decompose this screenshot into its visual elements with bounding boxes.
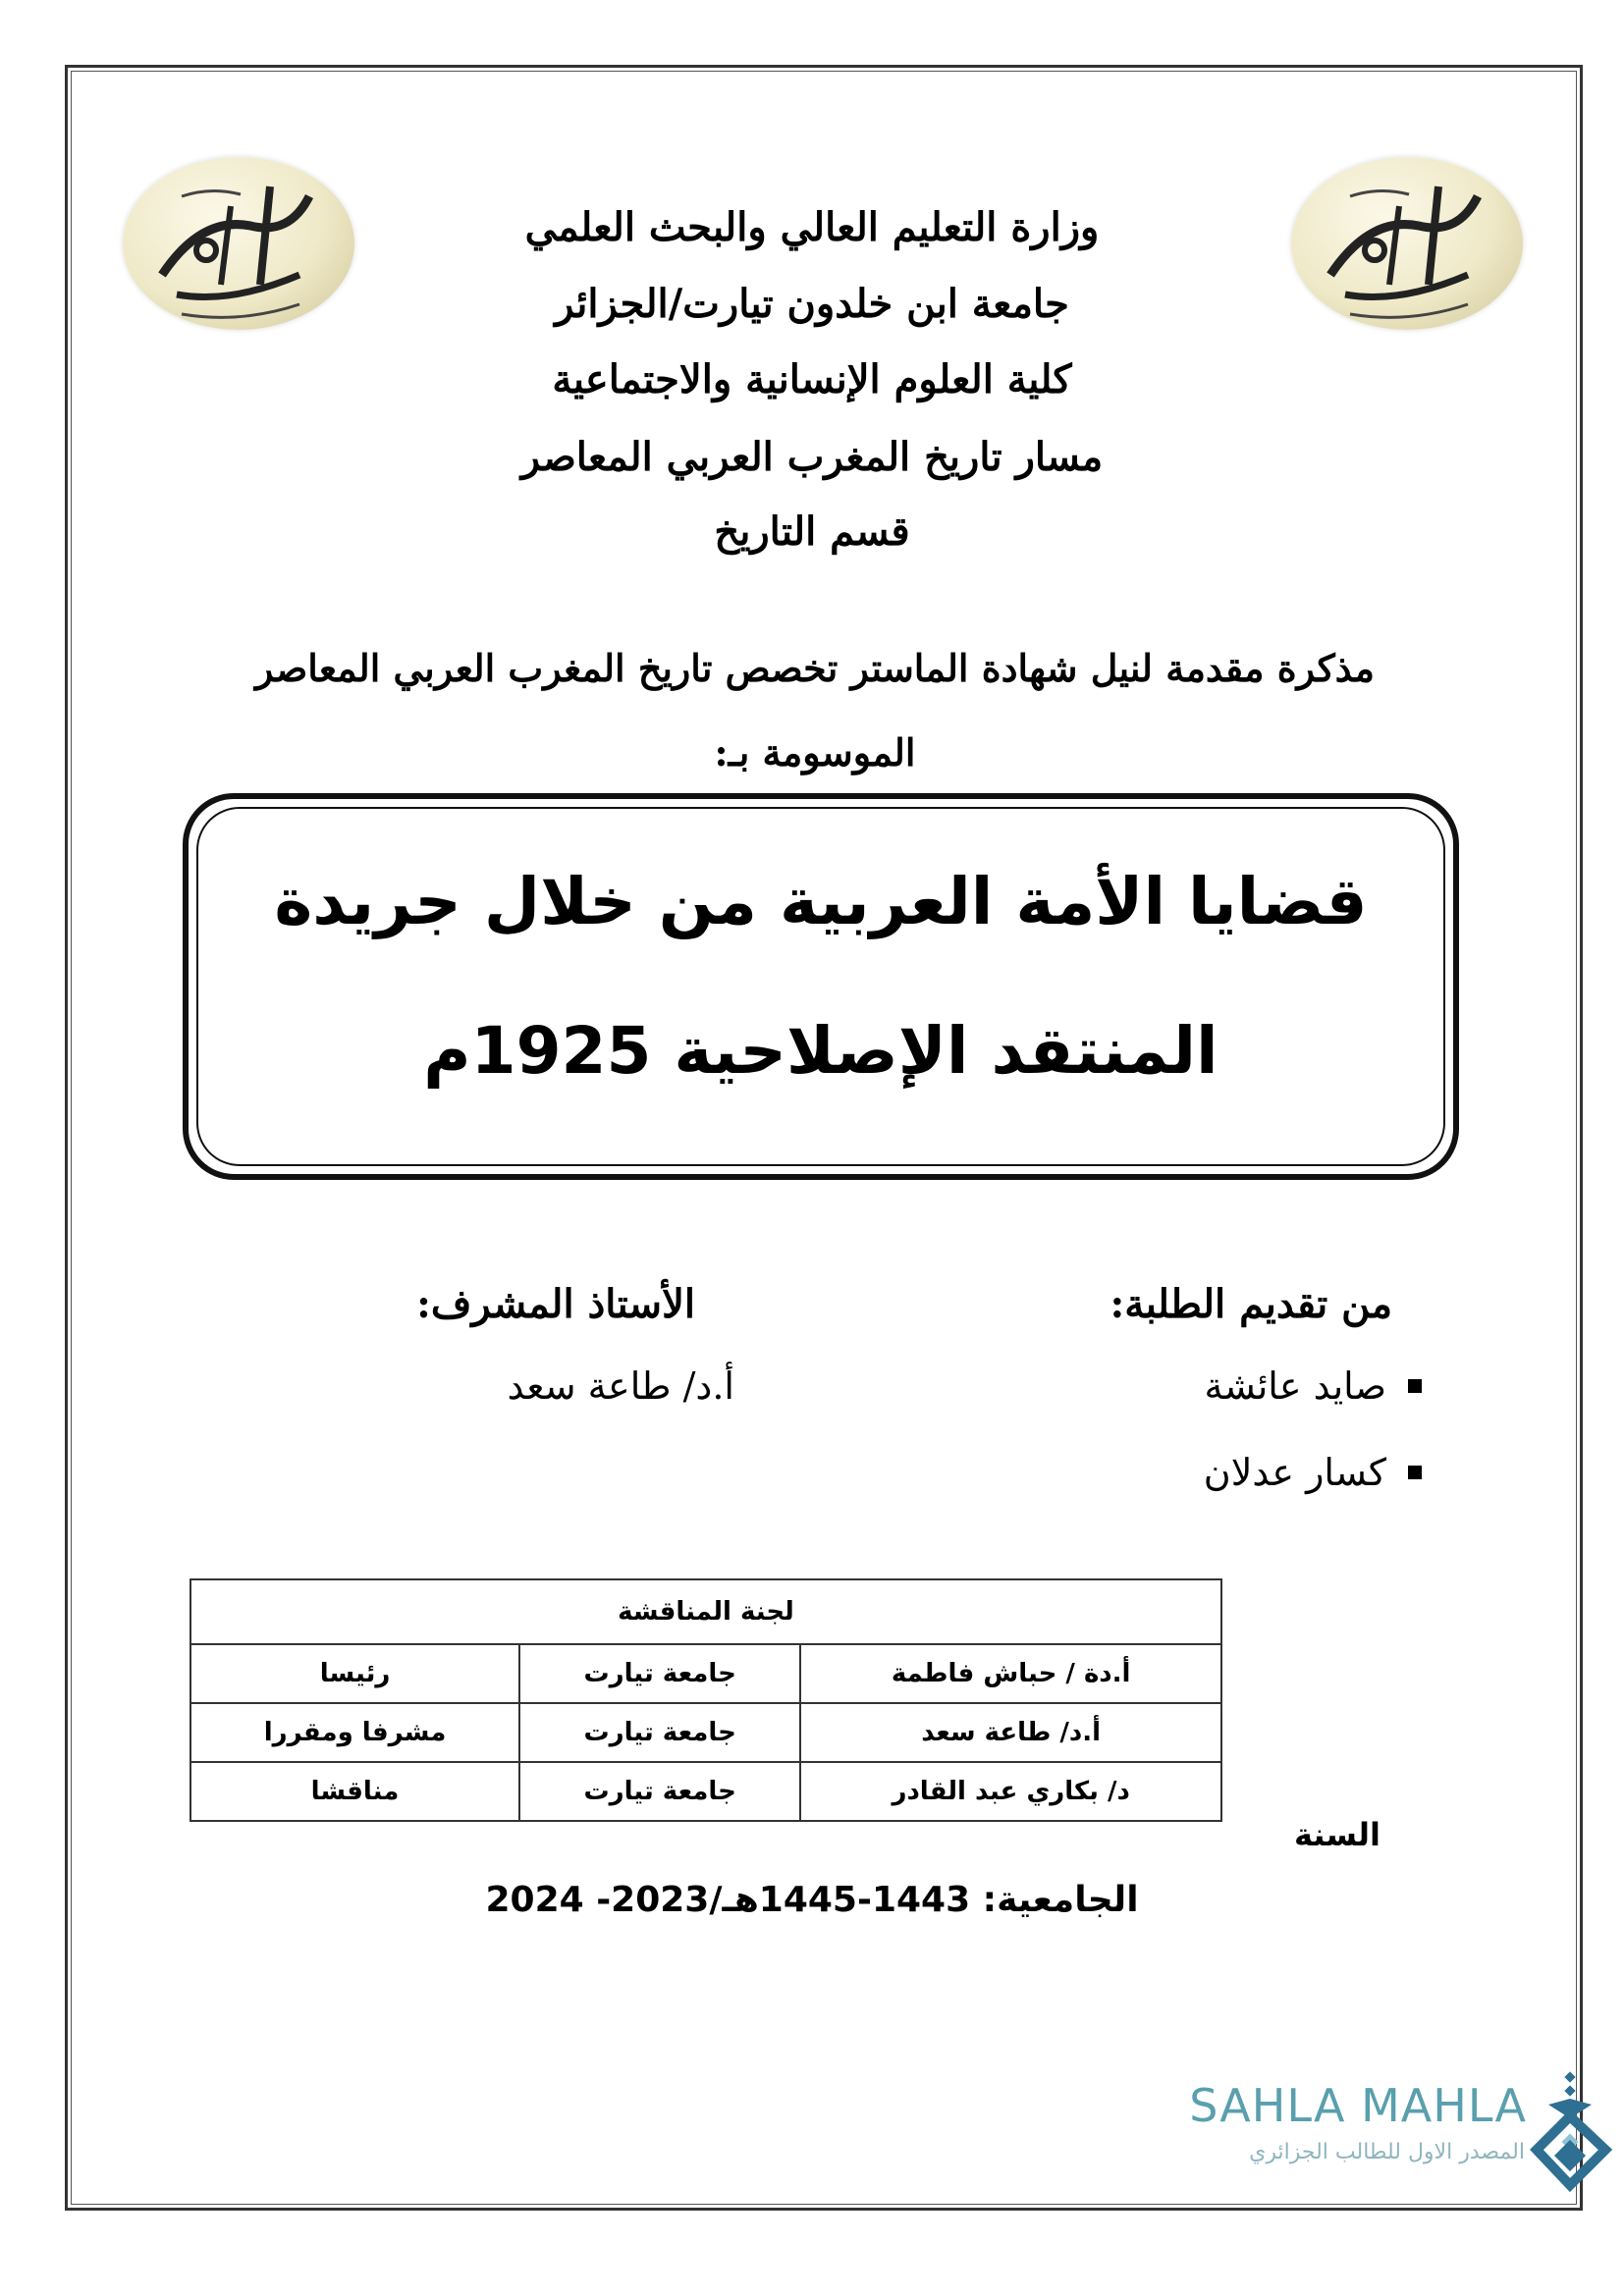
thesis-title-line2: المنتقد الإصلاحية 1925م [423, 1013, 1218, 1089]
member-name: أ.دة / حباش فاطمة [800, 1644, 1221, 1703]
thesis-title-line1: قضايا الأمة العربية من خلال جريدة [274, 864, 1368, 939]
supervisor-name: أ.د/ طاعة سعد [507, 1364, 734, 1408]
sahla-mahla-logo-icon [1527, 2071, 1615, 2199]
student-name: كسار عدلان [1203, 1451, 1386, 1494]
member-institution: جامعة تيارت [519, 1644, 800, 1703]
titled-by-label: الموسومة بـ: [714, 730, 916, 774]
member-institution: جامعة تيارت [519, 1703, 800, 1762]
memo-description: مذكرة مقدمة لنيل شهادة الماستر تخصص تاريخ المغرب العربي المعاصر [255, 646, 1375, 690]
supervisor-heading: الأستاذ المشرف: [416, 1281, 695, 1327]
committee-heading: لجنة المناقشة [190, 1579, 1221, 1644]
watermark-title: SAHLA MAHLA [1189, 2079, 1527, 2132]
students-heading: من تقديم الطلبة: [1110, 1281, 1392, 1327]
member-role: مناقشا [190, 1762, 519, 1821]
academic-year: الجامعية: 1443-1445هـ/2023- 2024 [485, 1880, 1139, 1920]
table-row [190, 1762, 1221, 1821]
table-row [190, 1644, 1221, 1703]
watermark-subtitle: المصدر الاول للطالب الجزائري [1249, 2140, 1525, 2164]
department-name: قسم التاريخ [714, 508, 910, 555]
member-role: مشرفا ومقررا [190, 1703, 519, 1762]
track-name: مسار تاريخ المغرب العربي المعاصر [520, 434, 1104, 480]
student-item [1204, 1451, 1422, 1494]
member-role: رئيسا [190, 1644, 519, 1703]
member-institution: جامعة تيارت [519, 1762, 800, 1821]
student-item [1204, 1364, 1422, 1408]
member-name: د/ بكاري عبد القادر [800, 1762, 1221, 1821]
university-name: جامعة ابن خلدون تيارت/الجزائر [555, 281, 1069, 327]
year-label: السنة [1294, 1816, 1381, 1853]
square-bullet-icon [1408, 1466, 1422, 1479]
title-box-inner-border [196, 807, 1445, 1166]
sahla-mahla-watermark [1164, 2071, 1615, 2199]
supervisor-item [507, 1364, 734, 1408]
thesis-title-box [183, 793, 1459, 1180]
square-bullet-icon [1408, 1379, 1422, 1393]
faculty-name: كلية العلوم الإنسانية والاجتماعية [552, 356, 1072, 402]
student-name: صايد عائشة [1204, 1364, 1386, 1408]
committee-table [189, 1578, 1222, 1822]
member-name: أ.د/ طاعة سعد [800, 1703, 1221, 1762]
table-row [190, 1703, 1221, 1762]
ministry-name: وزارة التعليم العالي والبحث العلمي [524, 204, 1100, 250]
